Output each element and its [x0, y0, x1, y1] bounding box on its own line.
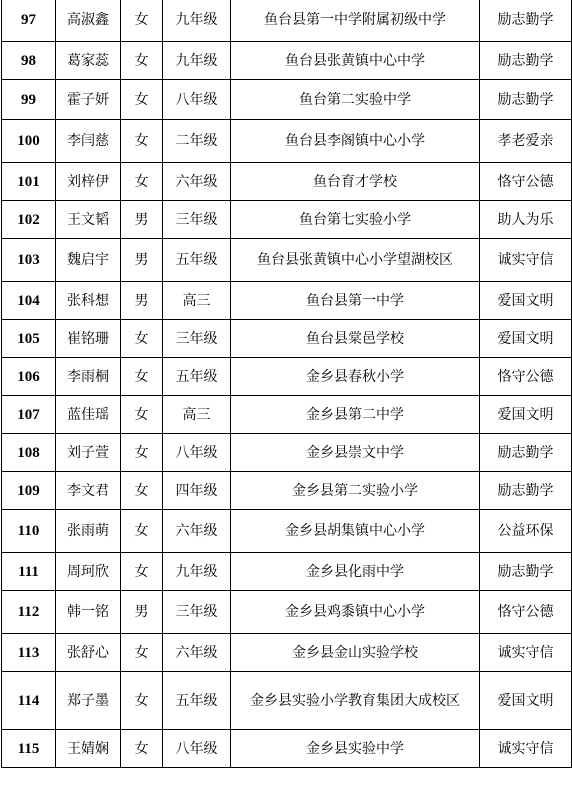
row-number: 107: [2, 396, 56, 434]
row-number: 109: [2, 472, 56, 510]
row-number: 111: [2, 553, 56, 591]
row-number: 103: [2, 239, 56, 282]
student-school: 金乡县鸡黍镇中心小学: [231, 591, 480, 634]
award-category: 励志勤学: [480, 434, 572, 472]
student-grade: 五年级: [163, 239, 231, 282]
student-gender: 男: [121, 239, 163, 282]
student-gender: 女: [121, 553, 163, 591]
student-gender: 女: [121, 472, 163, 510]
table-row: [2, 672, 572, 730]
student-grade: 九年级: [163, 0, 231, 42]
table-body: [2, 0, 572, 768]
student-grade: 九年级: [163, 42, 231, 80]
student-grade: 四年级: [163, 472, 231, 510]
student-name: 崔铭珊: [56, 320, 121, 358]
student-gender: 男: [121, 282, 163, 320]
award-category: 励志勤学: [480, 42, 572, 80]
student-gender: 女: [121, 672, 163, 730]
award-category: 恪守公德: [480, 358, 572, 396]
student-gender: 女: [121, 42, 163, 80]
student-name: 王婧娴: [56, 730, 121, 768]
award-category: 恪守公德: [480, 163, 572, 201]
student-grade: 六年级: [163, 510, 231, 553]
student-grade: 六年级: [163, 163, 231, 201]
student-school: 鱼台育才学校: [231, 163, 480, 201]
award-category: 励志勤学: [480, 472, 572, 510]
row-number: 113: [2, 634, 56, 672]
student-gender: 女: [121, 634, 163, 672]
table-row: [2, 358, 572, 396]
student-grade: 三年级: [163, 591, 231, 634]
student-gender: 男: [121, 591, 163, 634]
student-school: 金乡县崇文中学: [231, 434, 480, 472]
student-grade: 二年级: [163, 120, 231, 163]
student-name: 韩一铭: [56, 591, 121, 634]
award-category: 爱国文明: [480, 672, 572, 730]
student-gender: 女: [121, 80, 163, 120]
student-name: 霍子妍: [56, 80, 121, 120]
student-grade: 三年级: [163, 320, 231, 358]
award-category: 孝老爱亲: [480, 120, 572, 163]
student-grade: 六年级: [163, 634, 231, 672]
student-gender: 女: [121, 0, 163, 42]
student-school: 鱼台县张黄镇中心中学: [231, 42, 480, 80]
student-school: 金乡县金山实验学校: [231, 634, 480, 672]
row-number: 99: [2, 80, 56, 120]
table-row: [2, 201, 572, 239]
award-category: 爱国文明: [480, 396, 572, 434]
row-number: 108: [2, 434, 56, 472]
student-gender: 女: [121, 510, 163, 553]
student-school: 鱼台第七实验小学: [231, 201, 480, 239]
student-gender: 女: [121, 730, 163, 768]
award-category: 励志勤学: [480, 553, 572, 591]
table-row: [2, 591, 572, 634]
student-school: 鱼台第二实验中学: [231, 80, 480, 120]
student-name: 李闫慈: [56, 120, 121, 163]
student-list-table: [1, 0, 572, 768]
student-name: 周珂欣: [56, 553, 121, 591]
student-school: 金乡县春秋小学: [231, 358, 480, 396]
student-grade: 高三: [163, 396, 231, 434]
table-row: [2, 80, 572, 120]
table-row: [2, 0, 572, 42]
student-name: 王文韬: [56, 201, 121, 239]
student-gender: 女: [121, 434, 163, 472]
student-school: 鱼台县棠邑学校: [231, 320, 480, 358]
student-name: 高淑鑫: [56, 0, 121, 42]
row-number: 112: [2, 591, 56, 634]
table-row: [2, 553, 572, 591]
table-row: [2, 634, 572, 672]
student-name: 蓝佳瑶: [56, 396, 121, 434]
student-grade: 八年级: [163, 80, 231, 120]
student-school: 金乡县化雨中学: [231, 553, 480, 591]
row-number: 101: [2, 163, 56, 201]
student-name: 张雨萌: [56, 510, 121, 553]
row-number: 105: [2, 320, 56, 358]
table-row: [2, 434, 572, 472]
student-gender: 男: [121, 201, 163, 239]
student-grade: 五年级: [163, 358, 231, 396]
table-row: [2, 396, 572, 434]
student-name: 李雨桐: [56, 358, 121, 396]
award-category: 诚实守信: [480, 634, 572, 672]
student-gender: 女: [121, 120, 163, 163]
award-category: 诚实守信: [480, 730, 572, 768]
student-gender: 女: [121, 320, 163, 358]
student-grade: 九年级: [163, 553, 231, 591]
table-row: [2, 320, 572, 358]
student-school: 鱼台县李阁镇中心小学: [231, 120, 480, 163]
award-category: 诚实守信: [480, 239, 572, 282]
table-row: [2, 163, 572, 201]
award-category: 爱国文明: [480, 282, 572, 320]
student-name: 郑子墨: [56, 672, 121, 730]
student-gender: 女: [121, 163, 163, 201]
student-school: 鱼台县张黄镇中心小学望湖校区: [231, 239, 480, 282]
student-gender: 女: [121, 358, 163, 396]
table-row: [2, 510, 572, 553]
row-number: 114: [2, 672, 56, 730]
student-school: 金乡县第二中学: [231, 396, 480, 434]
row-number: 106: [2, 358, 56, 396]
award-category: 爱国文明: [480, 320, 572, 358]
table-row: [2, 472, 572, 510]
student-grade: 三年级: [163, 201, 231, 239]
student-grade: 五年级: [163, 672, 231, 730]
award-category: 励志勤学: [480, 0, 572, 42]
row-number: 110: [2, 510, 56, 553]
table-row: [2, 239, 572, 282]
student-name: 张科想: [56, 282, 121, 320]
award-category: 恪守公德: [480, 591, 572, 634]
table-row: [2, 730, 572, 768]
row-number: 102: [2, 201, 56, 239]
table-row: [2, 282, 572, 320]
student-school: 金乡县第二实验小学: [231, 472, 480, 510]
student-name: 刘子萱: [56, 434, 121, 472]
student-school: 金乡县实验小学教育集团大成校区: [231, 672, 480, 730]
row-number: 98: [2, 42, 56, 80]
student-grade: 八年级: [163, 730, 231, 768]
student-gender: 女: [121, 396, 163, 434]
student-school: 鱼台县第一中学附属初级中学: [231, 0, 480, 42]
student-school: 金乡县胡集镇中心小学: [231, 510, 480, 553]
student-name: 葛家蕊: [56, 42, 121, 80]
student-grade: 高三: [163, 282, 231, 320]
student-name: 魏启宇: [56, 239, 121, 282]
row-number: 115: [2, 730, 56, 768]
student-name: 李文君: [56, 472, 121, 510]
award-category: 励志勤学: [480, 80, 572, 120]
table-row: [2, 42, 572, 80]
student-name: 张舒心: [56, 634, 121, 672]
table-row: [2, 120, 572, 163]
row-number: 97: [2, 0, 56, 42]
student-name: 刘梓伊: [56, 163, 121, 201]
student-school: 金乡县实验中学: [231, 730, 480, 768]
student-school: 鱼台县第一中学: [231, 282, 480, 320]
award-category: 公益环保: [480, 510, 572, 553]
row-number: 100: [2, 120, 56, 163]
award-category: 助人为乐: [480, 201, 572, 239]
row-number: 104: [2, 282, 56, 320]
student-grade: 八年级: [163, 434, 231, 472]
